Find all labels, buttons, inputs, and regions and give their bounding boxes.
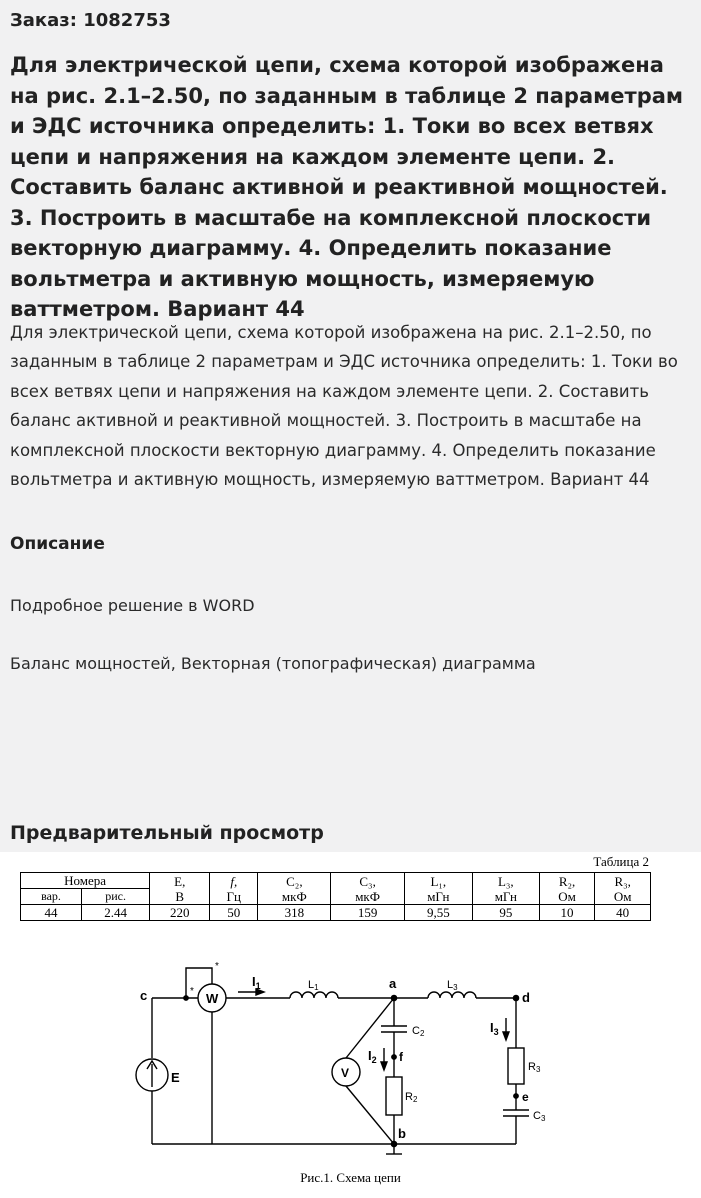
label-current-i1: $I_1$ [252,974,261,991]
table-cell: 220 [150,905,210,921]
label-source-e: E [171,1070,180,1085]
label-inductor-l3: L3 [447,979,458,992]
description-word-solution: Подробное решение в WORD [10,596,255,615]
current-i3-arrowhead [503,1032,509,1040]
resistor-r2 [386,1077,402,1115]
page-title: Для электрической цепи, схема которой изображена на рис. 2.1–2.50, по заданным в таблице 2 параметрам и ЭДС источника определить: 1. Токи во всех ветвях цепи и напряжения на каждом элементе цепи. 2. Составить баланс активной и реактивной мощностей. 3. Построить в масштабе на комплексной плоскости векторную диаграмму. 4. Определить показание вольтметра и активную мощность, измеряемую ваттметром. Вариант 44 [10,53,684,321]
label-wattmeter-star-current: * [190,986,194,997]
table-cell: 44 [21,905,82,921]
label-capacitor-c3: C3 [533,1110,546,1123]
table-header-r3: R₃, Ом [595,873,651,905]
label-resistor-r2: R2 [405,1091,418,1104]
table-header-group: Номера [21,873,150,889]
label-node-a: a [389,976,397,991]
node-e-dot [514,1094,518,1098]
label-resistor-r3: R3 [528,1061,541,1074]
order-number: Заказ: 1082753 [10,10,171,31]
table-header-e: E, В [150,873,210,905]
preview-heading: Предварительный просмотр [10,822,324,844]
label-node-f: f [399,1050,403,1064]
circuit-diagram [0,952,701,1167]
table-header-row [21,873,651,889]
label-capacitor-c2: C2 [412,1025,425,1038]
table-header-r2: R₂, Ом [539,873,595,905]
table-header-l3: L₃, мГн [472,873,539,905]
inductor-l1 [290,992,338,998]
description-contents: Баланс мощностей, Векторная (топографическая) диаграмма [10,654,536,673]
label-wattmeter-star: * [215,961,219,972]
label-wattmeter: W [206,991,219,1006]
table-cell: 159 [331,905,404,921]
table-header-c3: C₃, мкФ [331,873,404,905]
description-heading: Описание [10,534,105,554]
table-cell: 95 [472,905,539,921]
table-header-figure: рис. [82,889,150,905]
table-cell: 2.44 [82,905,150,921]
table-header-c2: C₂, мкФ [258,873,331,905]
table-header-variant: вар. [21,889,82,905]
table-cell: 9,55 [404,905,472,921]
inductor-l3 [428,992,476,998]
label-node-b: b [398,1126,406,1141]
label-current-i3: $I_3$ [490,1020,499,1037]
label-node-e: e [522,1090,529,1104]
node-dot [184,996,188,1000]
table-caption: Таблица 2 [593,854,649,869]
current-i2-arrowhead [381,1062,387,1070]
label-node-c: c [140,988,148,1003]
task-text: Для электрической цепи, схема которой изображена на рис. 2.1–2.50, по заданным в таблице 2 параметрам и ЭДС источника определить: 1. Токи во всех ветвях цепи и напряжения на каждом элементе цепи. 2. Составить баланс активной и реактивной мощностей. 3. Построить в масштабе на комплексной плоскости векторную диаграмму. 4. Определить показание вольтметра и активную мощность, измеряемую ваттметром. Вариант 44 [10,323,678,490]
parameters-table [20,872,651,921]
label-voltmeter: V [341,1066,350,1080]
table-header-l1: L₁, мГн [404,873,472,905]
label-node-d: d [522,990,530,1005]
table-header-f: f, Гц [210,873,258,905]
table-row [21,905,651,921]
node-f-dot [392,1055,396,1059]
preview-image [0,852,701,1198]
table-cell: 10 [539,905,595,921]
table-cell: 50 [210,905,258,921]
label-inductor-l1: L1 [308,979,319,992]
table-cell: 318 [258,905,331,921]
table-cell: 40 [595,905,651,921]
figure-caption: Рис.1. Схема цепи [300,1170,401,1185]
resistor-r3 [508,1048,524,1084]
label-current-i2: $I_2$ [368,1048,377,1065]
